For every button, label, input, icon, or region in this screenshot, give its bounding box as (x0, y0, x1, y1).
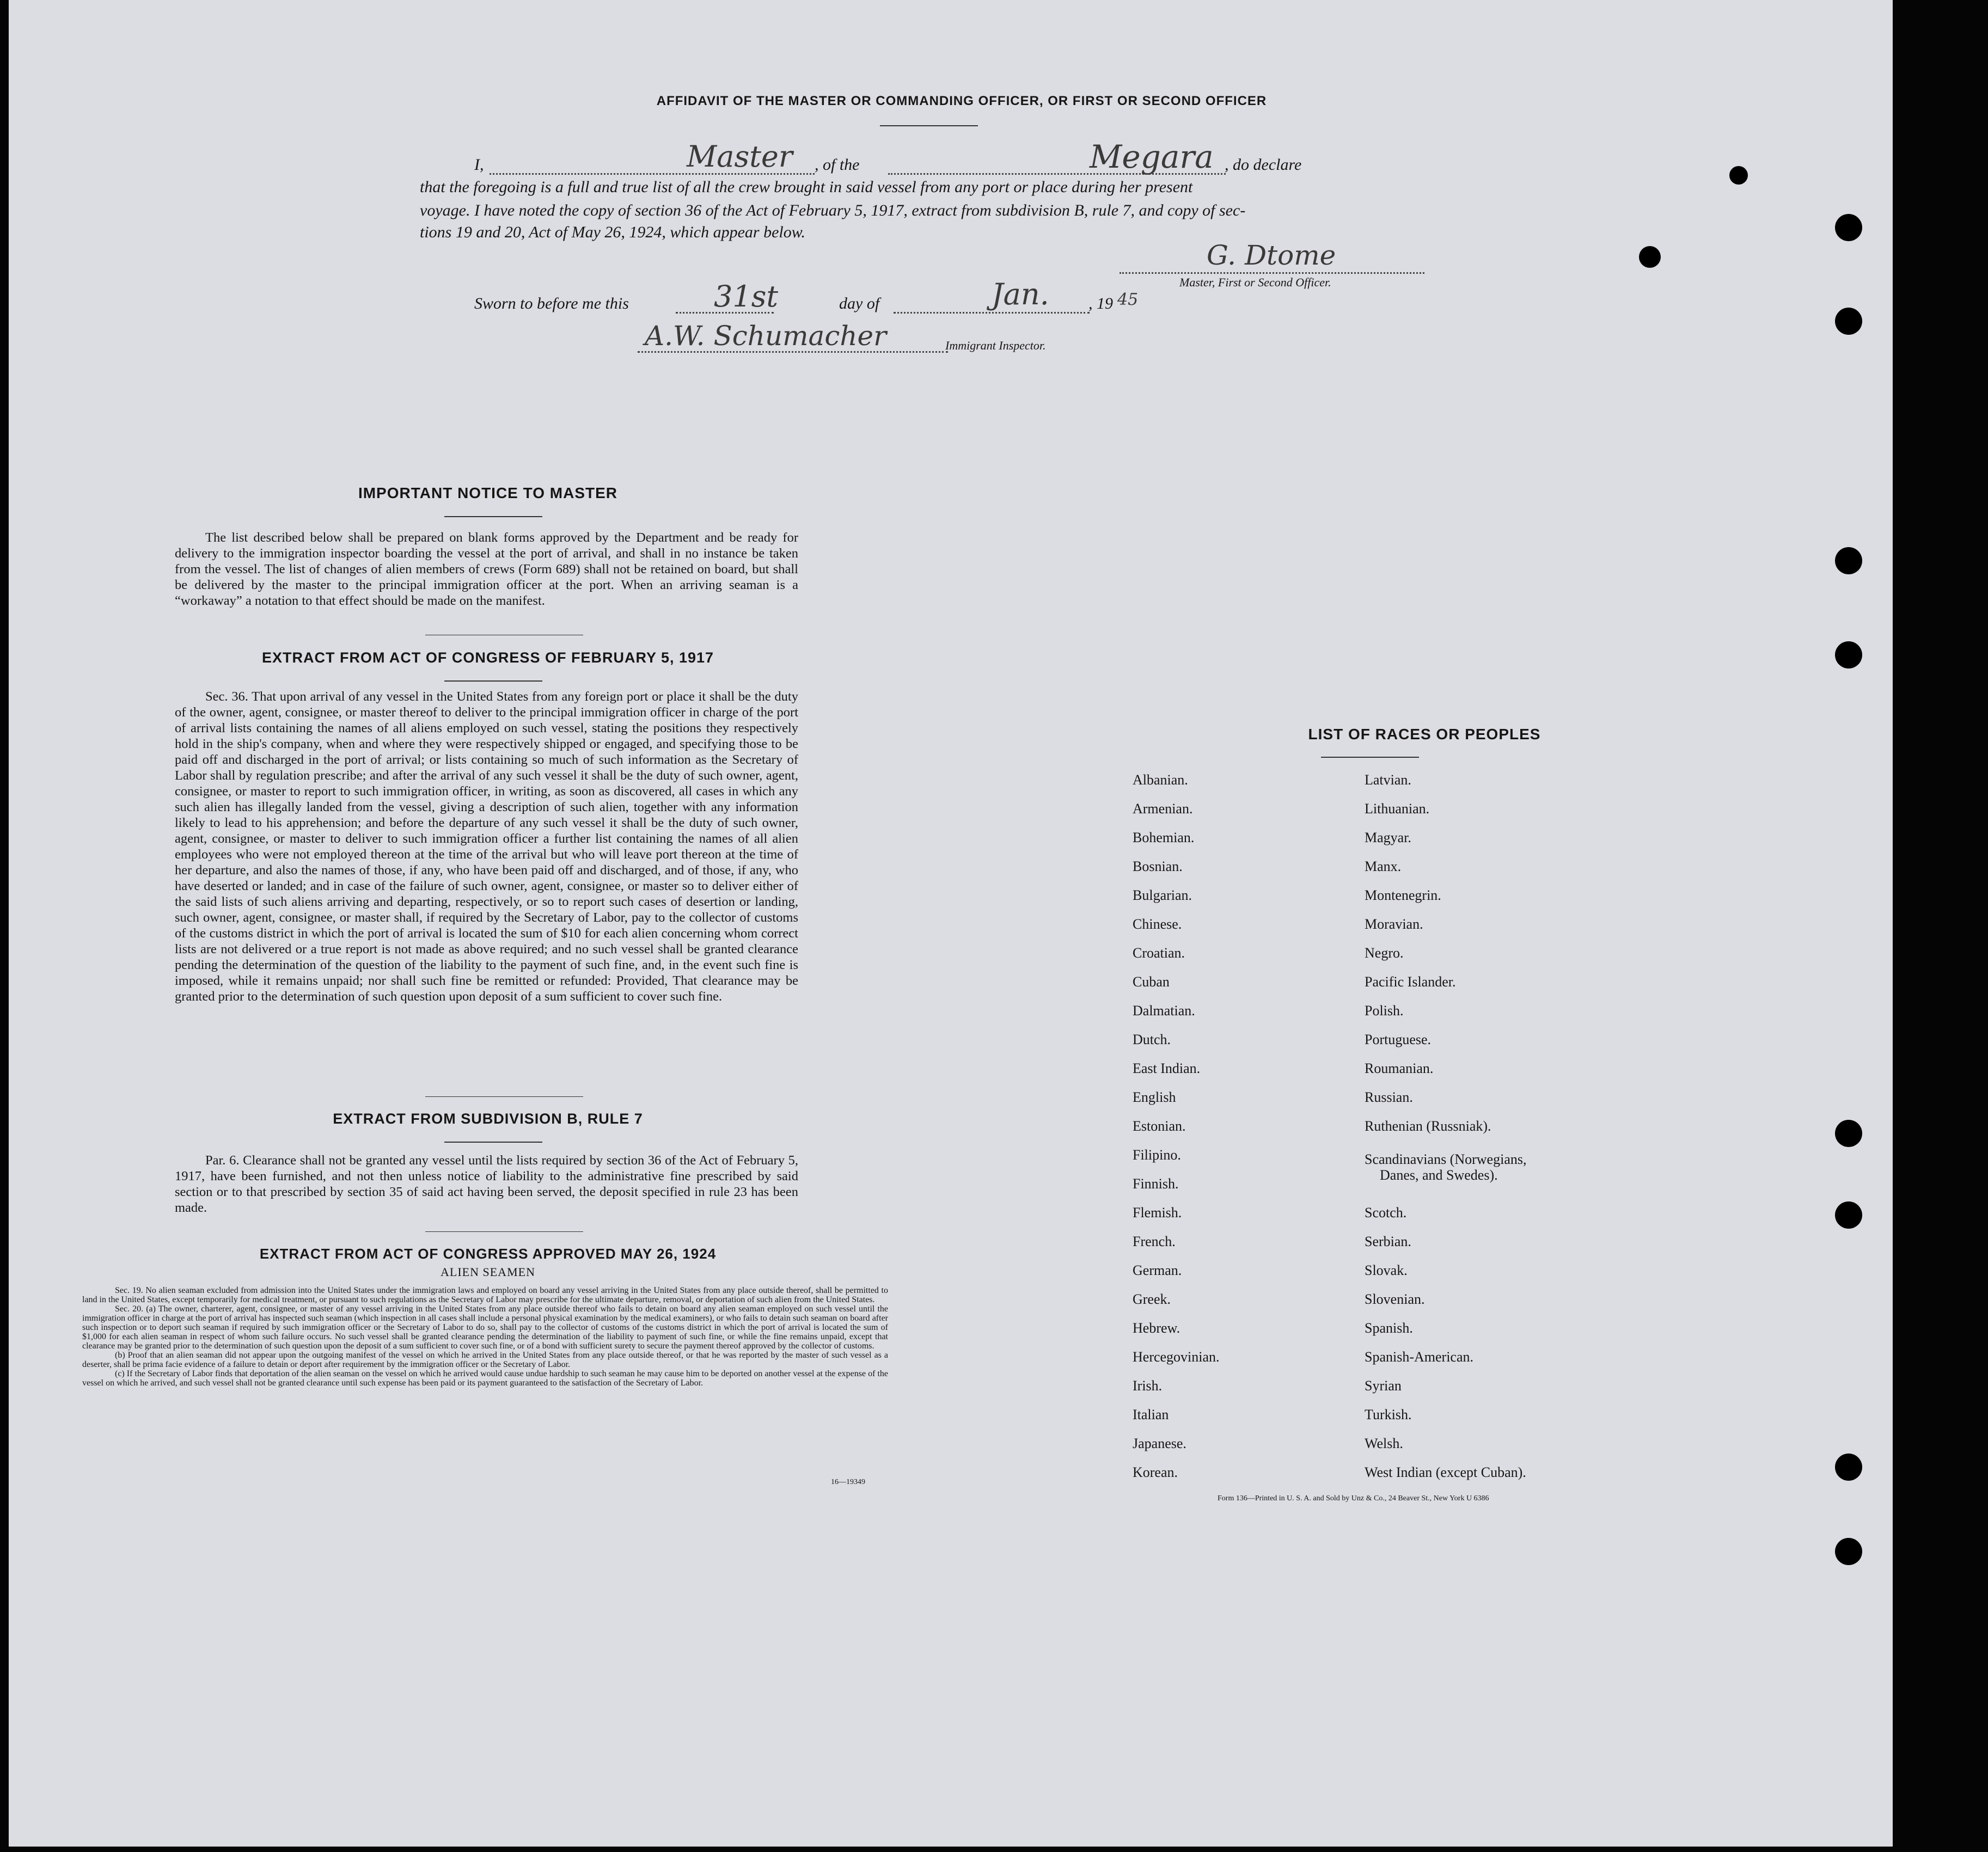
ink-mark (1729, 166, 1748, 185)
document-page (9, 0, 1893, 1847)
punch-hole (1835, 547, 1862, 574)
race-item: Spanish. (1365, 1320, 1413, 1336)
race-item: Scotch. (1365, 1205, 1407, 1221)
race-item: Spanish-American. (1365, 1349, 1474, 1365)
affidavit-line-1 (420, 138, 1454, 179)
race-item: Albanian. (1133, 772, 1188, 788)
punch-hole (1835, 1120, 1862, 1147)
race-item: Manx. (1365, 858, 1402, 874)
sworn-line (420, 277, 1182, 324)
notice-title: IMPORTANT NOTICE TO MASTER (358, 485, 618, 501)
race-item: Dutch. (1133, 1032, 1171, 1047)
race-item: Finnish. (1133, 1176, 1179, 1192)
race-item: Flemish. (1133, 1205, 1182, 1221)
race-item: West Indian (except Cuban). (1365, 1464, 1526, 1480)
race-item: Negro. (1365, 945, 1404, 961)
race-item: Hercegovinian. (1133, 1349, 1220, 1365)
race-item: Danes, and Swedes). (1380, 1167, 1498, 1183)
race-item: Dalmatian. (1133, 1003, 1195, 1019)
race-item: Latvian. (1365, 772, 1411, 788)
race-item: Japanese. (1133, 1436, 1186, 1451)
rule7-text (175, 1152, 798, 1216)
race-item: Welsh. (1365, 1436, 1403, 1451)
race-item: German. (1133, 1262, 1182, 1278)
race-item: Greek. (1133, 1291, 1171, 1307)
extract-1917-text (175, 689, 798, 1004)
extract-1917-divider (425, 1096, 583, 1097)
rule7-title: EXTRACT FROM SUBDIVISION B, RULE 7 (333, 1111, 643, 1127)
par6-paragraph: Par. 6. Clearance shall not be granted any vessel until the lists required by section 36 of the Act of February 5, 1917, have been furnished, and not then unless notice of liability to the administrative fine prescribed by said section or to that prescribed by section 35 of said act having been served, the deposit specified in rule 23 has been made. (175, 1153, 798, 1215)
race-item: Moravian. (1365, 916, 1423, 932)
punch-hole (1835, 1538, 1862, 1565)
race-item: Bulgarian. (1133, 887, 1192, 903)
races-title: LIST OF RACES OR PEOPLES (1308, 726, 1541, 743)
year-handwritten: 45 (1117, 290, 1139, 309)
race-item: Estonian. (1133, 1118, 1186, 1134)
affidavit-of-the: , of the (815, 156, 860, 174)
day-of-text: day of (839, 295, 880, 312)
punch-hole (1639, 246, 1661, 268)
vessel-handwritten: Megara (1090, 138, 1214, 175)
race-item: Italian (1133, 1407, 1169, 1422)
extract-1924-text (82, 1286, 888, 1388)
race-item: Bohemian. (1133, 830, 1195, 845)
race-item: Magyar. (1365, 830, 1411, 845)
affidavit-line-4: tions 19 and 20, Act of May 26, 1924, which appear below. (420, 223, 806, 241)
race-item: Roumanian. (1365, 1060, 1434, 1076)
rule7-title-rule (444, 1142, 542, 1143)
races-title-rule (1321, 757, 1419, 758)
extract-1924-subtitle: ALIEN SEAMEN (441, 1265, 535, 1279)
race-item: Filipino. (1133, 1147, 1181, 1163)
month-dotline (894, 312, 1090, 314)
affidavit-title: AFFIDAVIT OF THE MASTER OR COMMANDING OFFICER, OR FIRST OR SECOND OFFICER (656, 94, 1267, 108)
race-item: Pacific Islander. (1365, 974, 1456, 990)
race-item: Korean. (1133, 1464, 1178, 1480)
race-item: Slovenian. (1365, 1291, 1425, 1307)
race-item: Hebrew. (1133, 1320, 1180, 1336)
inspector-dotline (638, 351, 948, 353)
race-item: French. (1133, 1234, 1176, 1249)
notice-text (175, 530, 798, 609)
day-handwritten: 31st (714, 279, 779, 314)
race-item: Chinese. (1133, 916, 1182, 932)
master-handwritten: Master (687, 139, 793, 174)
punch-hole (1835, 1454, 1862, 1481)
race-item: Serbian. (1365, 1234, 1411, 1249)
affidavit-line-2: that the foregoing is a full and true list of all the crew brought in said vessel from any port or place during her present (420, 178, 1193, 196)
signature-handwritten: G. Dtome (1207, 240, 1336, 271)
affidavit-do-declare: , do declare (1225, 156, 1302, 174)
affidavit-title-rule (880, 125, 978, 126)
affidavit-i: I, (474, 156, 484, 174)
race-item: Scandinavians (Norwegians, (1365, 1151, 1527, 1167)
race-item: Polish. (1365, 1003, 1404, 1019)
races-footer: Form 136—Printed in U. S. A. and Sold by Unz & Co., 24 Beaver St., New York U 6386 (1218, 1494, 1489, 1503)
sec20c-paragraph: (c) If the Secretary of Labor finds that deportation of the alien seaman on the vessel on which he arrived would cause undue hardship to such seaman he may cause him to be deported on another vessel at the expense of the vessel on which he arrived, and such vessel shall not be granted clearance until such expense has been paid or its payment guaranteed to the satisfaction of the Secretary of Labor. (82, 1369, 888, 1388)
race-item: English (1133, 1089, 1176, 1105)
extract-1917-title: EXTRACT FROM ACT OF CONGRESS OF FEBRUARY 5, 1917 (261, 649, 714, 666)
sec20a-paragraph: Sec. 20. (a) The owner, charterer, agent, consignee, or master of any vessel arriving in the United States from any place outside thereof who fails to detain on board any alien seaman employed on such vessel until the immigration officer in charge at the port of arrival has inspected such seaman (which inspection in all cases shall include a personal physical examination by the medical examiners), or who fails to detain such seaman on board after such inspection or to deport such seaman if required by such immigration officer or the Secretary of Labor to do so, shall pay to the collector of customs of the customs district in which the port of arrival is located the sum of $1,000 for each alien seaman in respect of whom such failure occurs. No such vessel shall be granted clearance pending the determination of the liability to payment of such fine, or while the fine remains unpaid, except that clearance may be granted prior to the determination of such question upon the deposit of a sum sufficient to cover such fine, or of a bond with sufficient surety to secure the payment thereof approved by the collector of customs. (82, 1304, 888, 1351)
punch-hole (1835, 308, 1862, 335)
signature-caption: Master, First or Second Officer. (1179, 275, 1331, 289)
notice-title-rule (444, 516, 542, 517)
year-prefix: , 19 (1088, 295, 1113, 312)
race-item: Lithuanian. (1365, 801, 1430, 817)
race-item: Slovak. (1365, 1262, 1408, 1278)
punch-hole (1835, 214, 1862, 241)
race-item: Irish. (1133, 1378, 1163, 1394)
sec20b-paragraph: (b) Proof that an alien seaman did not appear upon the outgoing manifest of the vessel on which he arrived in the United States from any place outside thereof, or that he was reported by the master of such vessel as a deserter, shall be prima facie evidence of a failure to detain or deport after requirement by the immigration officer or the Secretary of Labor. (82, 1351, 888, 1369)
month-handwritten: Jan. (992, 277, 1049, 311)
punch-hole (1835, 641, 1862, 669)
race-item: East Indian. (1133, 1060, 1201, 1076)
race-item: Syrian (1365, 1378, 1402, 1394)
signature-dotline (1120, 272, 1424, 274)
race-item: Russian. (1365, 1089, 1413, 1105)
punch-hole (1835, 1201, 1862, 1229)
sworn-text: Sworn to before me this (474, 295, 629, 312)
inspector-caption: Immigrant Inspector. (945, 339, 1046, 352)
race-item: Montenegrin. (1365, 887, 1441, 903)
sec36-paragraph: Sec. 36. That upon arrival of any vessel in the United States from any foreign port or place it shall be the duty of the owner, agent, consignee, or master thereof to deliver to the principal immigration officer in charge of the port of arrival lists containing the names of all aliens employed on such vessel, stating the positions they respectively hold in the ship's company, when and where they were respectively shipped or engaged, and specifying those to be paid off and discharged in the port of arrival; or lists containing so much of such information as the Secretary of Labor shall by regulation prescribe; and after the arrival of any such vessel it shall be the duty of such owner, agent, consignee, or master to report to such immigration officer, in writing, as soon as discovered, all cases in which any such alien has illegally landed from the vessel, giving a description of such alien, together with any information likely to lead to his apprehension; and before the departure of any such vessel it shall be the duty of such owner, agent, consignee, or master to deliver to such immigration officer a further list containing the names of all alien employees who were not employed thereon at the time of the arrival but who will leave port thereon at the time of her departure, and also the names of those, if any, who have been paid off and discharged, and of those, if any, who have deserted or landed; and in case of the failure of such owner, agent, consignee, or master so to deliver either of the said lists of such aliens arriving and departing, respectively, or so to report such cases of desertion or landing, such owner, agent, consignee, or master shall, if required by the Secretary of Labor, pay to the collector of customs of the customs district in which the port of arrival is located the sum of $10 for each alien concerning whom correct lists are not delivered or a true report is not made as above required; and no such vessel shall be granted clearance pending the determination of the question of the liability to the payment of such fine, and, in the event such fine is imposed, while it remains unpaid; nor shall such fine be remitted or refunded: Provided, That clearance may be granted prior to the determination of such question upon deposit of a sum sufficient to cover such fine. (175, 689, 798, 1004)
race-item: Turkish. (1365, 1407, 1412, 1422)
notice-paragraph: The list described below shall be prepared on blank forms approved by the Department and be ready for delivery to the immigration inspector boarding the vessel at the port of arrival, and shall in no instance be taken from the vessel. The list of changes of alien members of crews (Form 689) shall not be retained on board, but shall be delivered by the master to the principal immigration officer at the port. When an arriving seaman is a “workaway” a notation to that effect should be made on the manifest. (175, 530, 798, 608)
extract-1917-title-rule (444, 680, 542, 682)
form-number: 16—19349 (831, 1478, 865, 1486)
race-item: Portuguese. (1365, 1032, 1432, 1047)
race-item: Cuban (1133, 974, 1170, 990)
affidavit-line-3: voyage. I have noted the copy of section 36 of the Act of February 5, 1917, extract from subdivision B, rule 7, and copy of sec- (420, 201, 1246, 219)
race-item: Ruthenian (Russniak). (1365, 1118, 1491, 1134)
rule7-divider (425, 1231, 583, 1232)
race-item: Armenian. (1133, 801, 1193, 817)
race-item: Bosnian. (1133, 858, 1183, 874)
extract-1924-title: EXTRACT FROM ACT OF CONGRESS APPROVED MAY 26, 1924 (259, 1246, 717, 1262)
inspector-handwritten: A.W. Schumacher (645, 320, 887, 352)
sec19-paragraph: Sec. 19. No alien seaman excluded from admission into the United States under the immigration laws and employed on board any vessel arriving in the United States from any place outside thereof, shall be permitted to land in the United States, except temporarily for medical treatment, or pursuant to such regulations as the Secretary of Labor may prescribe for the ultimate departure, removal, or deportation of such alien from the United States. (82, 1286, 888, 1304)
race-item: Croatian. (1133, 945, 1185, 961)
